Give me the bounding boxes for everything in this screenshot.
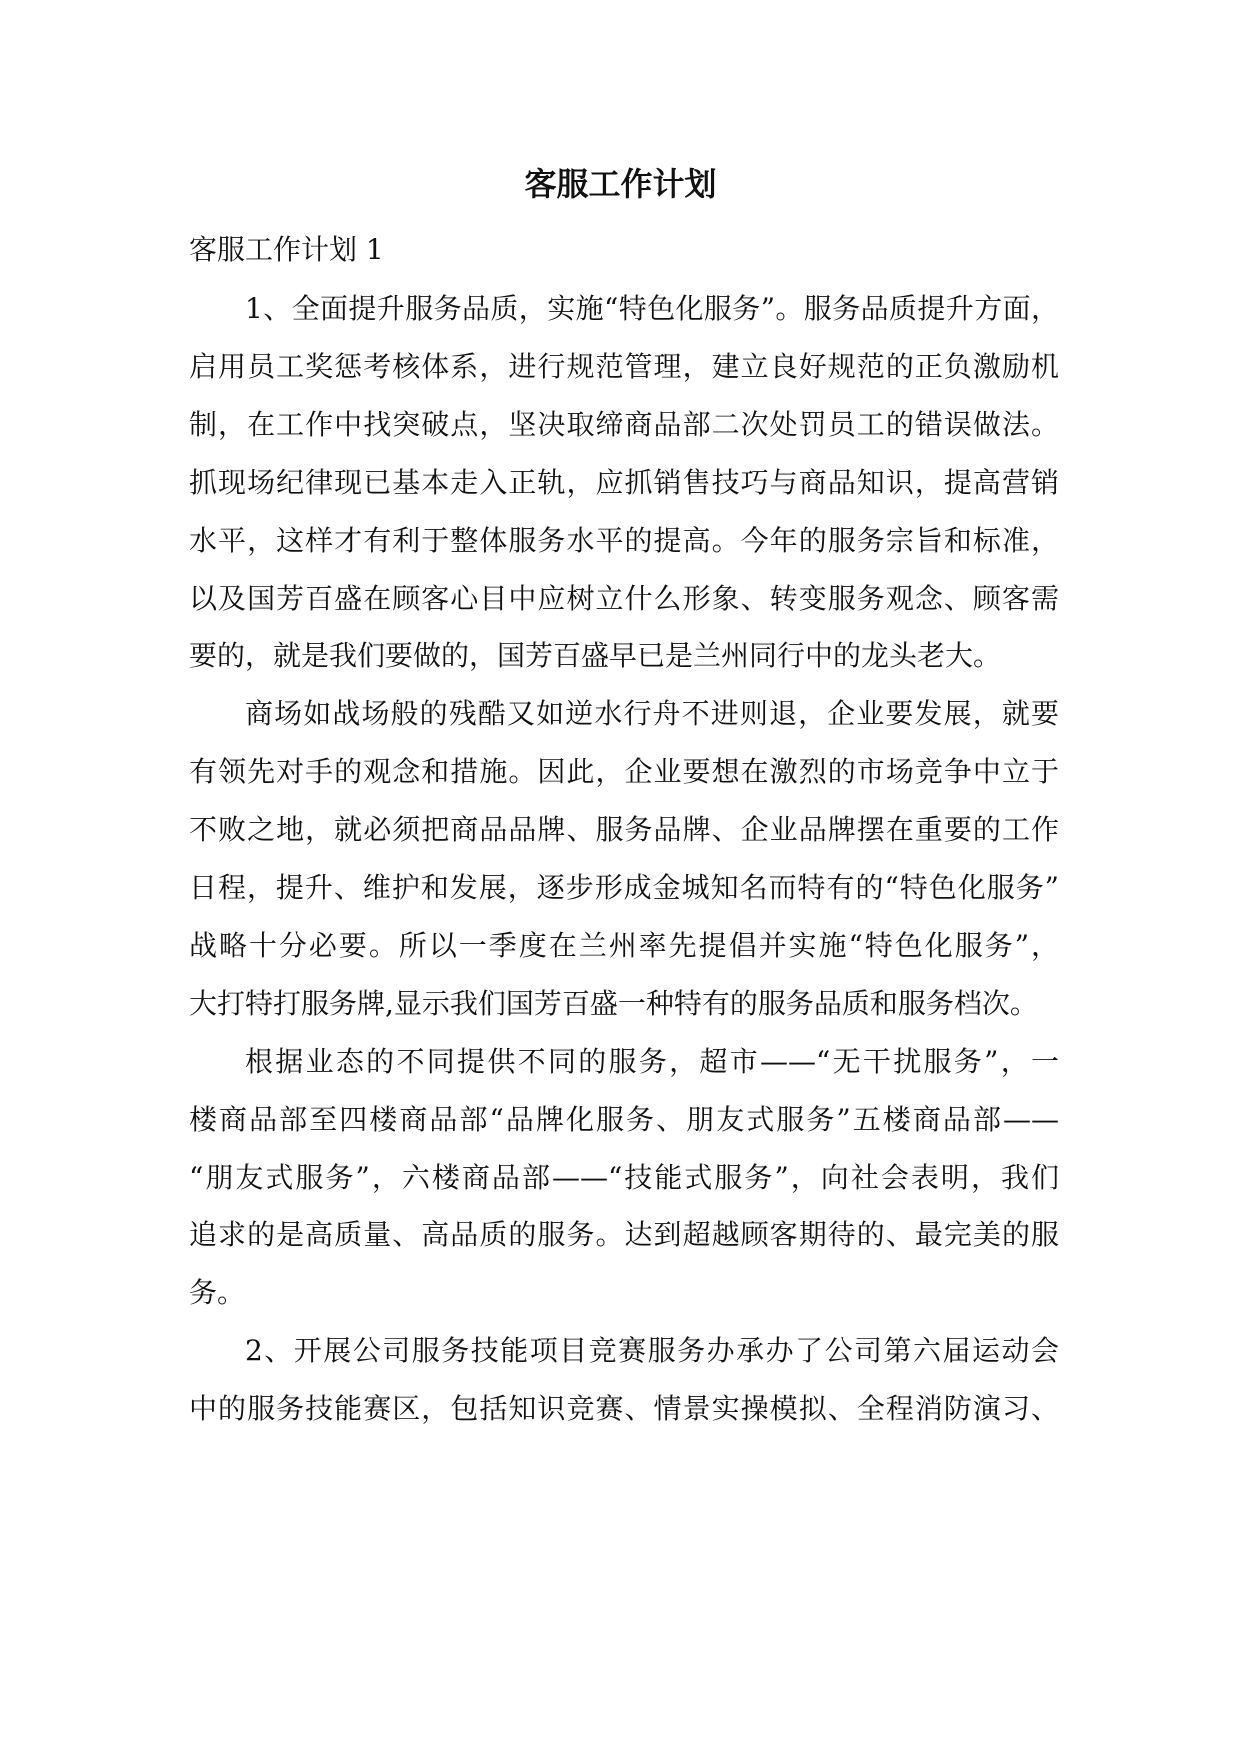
- body-line: 根据业态的不同提供不同的服务，超市——“无干扰服务”，一: [245, 1045, 1059, 1078]
- body-line: 中的服务技能赛区，包括知识竞赛、情景实操模拟、全程消防演习、: [189, 1392, 1059, 1425]
- body-line: 启用员工奖惩考核体系，进行规范管理，建立良好规范的正负激励机: [189, 350, 1059, 383]
- body-line: 楼商品部至四楼商品部“品牌化服务、朋友式服务”五楼商品部——: [189, 1103, 1059, 1136]
- body-line: 制，在工作中找突破点，坚决取缔商品部二次处罚员工的错误做法。: [189, 408, 1059, 441]
- body-line: 商场如战场般的残酷又如逆水行舟不进则退，企业要发展，就要: [245, 697, 1059, 730]
- body-line: 务。: [189, 1276, 246, 1309]
- body-line: “朋友式服务”，六楼商品部——“技能式服务”，向社会表明，我们: [189, 1161, 1059, 1194]
- body-line: 有领先对手的观念和措施。因此，企业要想在激烈的市场竞争中立于: [189, 755, 1059, 788]
- body-line: 水平，这样才有利于整体服务水平的提高。今年的服务宗旨和标准，: [189, 524, 1059, 557]
- body-line: 要的，就是我们要做的，国芳百盛早已是兰州同行中的龙头老大。: [189, 639, 1002, 672]
- body-line: 日程，提升、维护和发展，逐步形成金城知名而特有的“特色化服务”: [189, 871, 1059, 904]
- document-title: 客服工作计划: [524, 165, 717, 203]
- body-line: 大打特打服务牌,显示我们国芳百盛一种特有的服务品质和服务档次。: [189, 987, 1038, 1020]
- body-line: 抓现场纪律现已基本走入正轨，应抓销售技巧与商品知识，提高营销: [189, 466, 1059, 499]
- section-heading: 客服工作计划 1: [189, 233, 384, 266]
- body-line: 1、全面提升服务品质，实施“特色化服务”。服务品质提升方面，: [245, 292, 1059, 325]
- body-line: 以及国芳百盛在顾客心目中应树立什么形象、转变服务观念、顾客需: [189, 582, 1059, 615]
- body-line: 战略十分必要。所以一季度在兰州率先提倡并实施“特色化服务”，: [189, 929, 1059, 962]
- body-line: 不败之地，就必须把商品品牌、服务品牌、企业品牌摆在重要的工作: [189, 813, 1059, 846]
- body-line: 追求的是高质量、高品质的服务。达到超越顾客期待的、最完美的服: [189, 1218, 1059, 1251]
- body-line: 2、开展公司服务技能项目竞赛服务办承办了公司第六届运动会: [245, 1334, 1059, 1367]
